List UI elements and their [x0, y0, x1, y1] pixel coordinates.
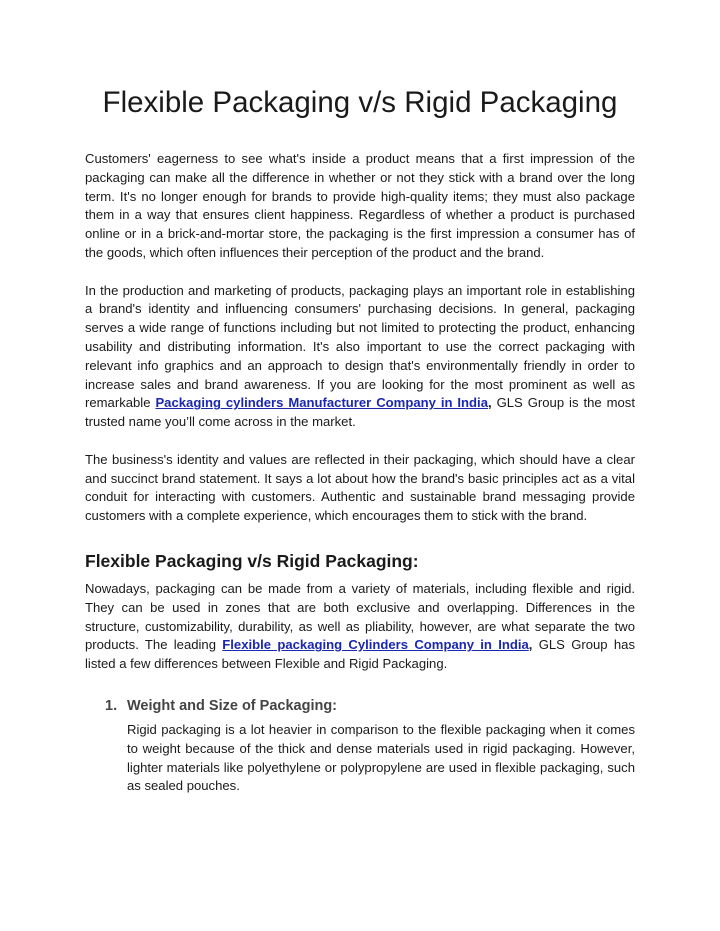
list-item-text: Rigid packaging is a lot heavier in comparison to the flexible packaging when it comes to weight because of the thick and dense materials used in rigid packaging. However, lighter materials like polyethylene or polypropylene are used in flexible packaging, such as sealed pouches.	[127, 721, 635, 794]
comma: ,	[528, 637, 533, 653]
page-title: Flexible Packaging v/s Rigid Packaging	[102, 86, 618, 119]
comma: ,	[487, 395, 492, 411]
paragraph-text: GLS Group is the most trusted name you’ll come across in the market.	[85, 395, 635, 430]
section-heading: Flexible Packaging v/s Rigid Packaging:	[85, 550, 419, 571]
paragraph-text: In the production and marketing of products, packaging plays an important role in establishing a brand's identity and influencing consumers' purchasing decisions. In general, packaging serves a wide range of functions including but not limited to protecting the product, enhancing usability and distributing information. It's also important to use the correct packaging with relevant info graphics and an approach to design that's environmentally friendly in order to increase sales and brand awareness. If you are looking for the most prominent as well as remarkable	[85, 282, 635, 411]
paragraph-text: GLS Group has listed a few differences between Flexible and Rigid Packaging.	[85, 637, 635, 672]
list-number: 1.	[105, 697, 118, 714]
list-item	[85, 696, 635, 796]
differences-list	[85, 696, 635, 796]
paragraph-text: Nowadays, packaging can be made from a variety of materials, including flexible and rigid. They can be used in zones that are both exclusive and overlapping. Differences in the structure, customizability, durability, as well as pliability, however, are what separate the two products. The leading	[85, 580, 635, 653]
list-item-heading: Weight and Size of Packaging:	[127, 697, 338, 714]
packaging-cylinders-manufacturer-link[interactable]: Packaging cylinders Manufacturer Company in India	[155, 395, 488, 411]
packaging-role-paragraph	[85, 282, 635, 432]
brand-identity-paragraph: The business's identity and values are reflected in their packaging, which should have a clear and succinct brand statement. It says a lot about how the brand's basic principles act as a vital conduit for interacting with customers. Authentic and sustainable brand messaging provide customers with a complete experience, which encourages them to stick with the brand.	[85, 451, 635, 524]
flexible-packaging-cylinders-link[interactable]: Flexible packaging Cylinders Company in India	[222, 637, 529, 653]
materials-paragraph	[85, 580, 635, 674]
document-page	[85, 0, 635, 796]
intro-paragraph: Customers' eagerness to see what's inside a product means that a first impression of the packaging can make all the difference in whether or not they stick with a brand over the long term. It's no longer enough for brands to provide high-quality items; they must also package them in a way that ensures client happiness. Regardless of whether a product is purchased online or in a brick-and-mortar store, the packaging is the first impression a consumer has of the goods, which often influences their perception of the product and the brand.	[85, 151, 635, 260]
